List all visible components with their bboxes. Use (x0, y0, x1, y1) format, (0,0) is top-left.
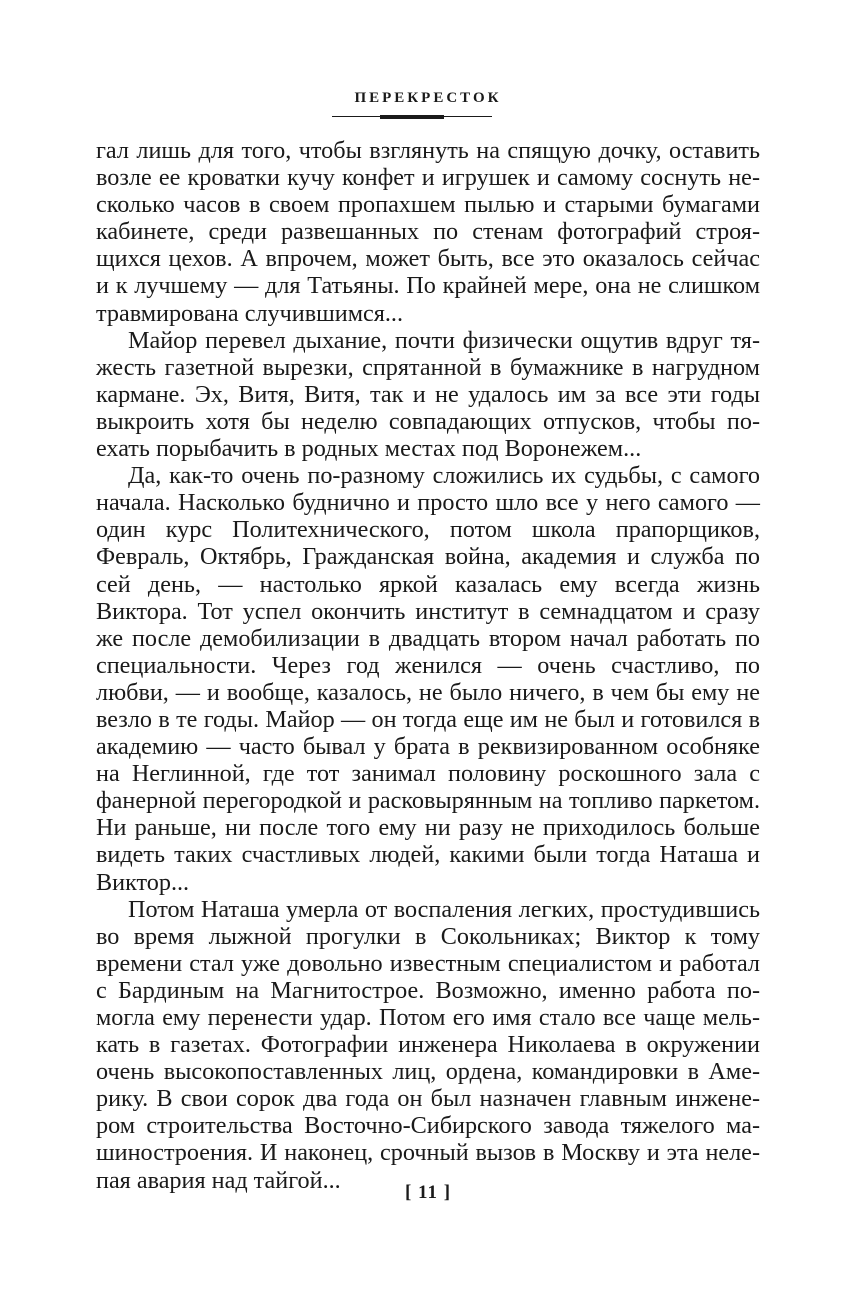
running-head-rule-accent (380, 115, 444, 119)
running-head: ПЕРЕКРЕСТОК (354, 90, 502, 106)
body-text (96, 137, 760, 1194)
paragraph-1: гал лишь для того, чтобы взглянуть на спящую дочку, оставить возле ее кроватки кучу конфет и игрушек и самому соснуть несколько часов в своем пропахшем пылью и старыми бумагами кабинете, среди развешанных по стенам фотографий строящихся цехов. А впрочем, может быть, все это оказалось сейчас и к лучшему — для Татьяны. По крайней мере, она не слишком травмирована случившимся... (96, 137, 760, 327)
paragraph-3: Да, как-то очень по-разному сложились их судьбы, с самого начала. Насколько буднично и просто шло все у него самого — один курс Политехнического, потом школа прапорщиков, Февраль, Октябрь, Гражданская война, академия и служба по сей день, — настолько яркой казалась ему всегда жизнь Виктора. Тот успел окончить институт в семнадцатом и сразу же после демобилизации в двадцать втором начал работать по специальности. Через год женился — очень счастливо, по любви, — и вообще, казалось, не было ничего, в чем бы ему не везло в те годы. Майор — он тогда еще им не был и готовился в академию — часто бывал у брата в реквизированном особняке на Неглинной, где тот занимал половину роскошного зала с фанерной перегородкой и расковырянным на топливо паркетом. Ни раньше, ни после того ему ни разу не приходилось больше видеть таких счастливых людей, какими были тогда Наташа и Виктор... (96, 462, 760, 896)
paragraph-4: Потом Наташа умерла от воспаления легких, простудившись во время лыжной прогулки в Сокольниках; Виктор к тому времени стал уже довольно известным специалистом и работал с Бардиным на Магнитострое. Возможно, именно работа помогла ему перенести удар. Потом его имя стало все чаще мелькать в газетах. Фотографии инженера Николаева в окружении очень высокопоставленных лиц, ордена, командировки в Америку. В свои сорок два года он был назначен главным инженером строительства Восточно-Сибирского завода тяжелого машиностроения. И наконец, срочный вызов в Москву и эта нелепая авария над тайгой... (96, 895, 760, 1194)
paragraph-2: Майор перевел дыхание, почти физически ощутив вдруг тяжесть газетной вырезки, спрятанной в бумажнике в нагрудном кармане. Эх, Витя, Витя, так и не удалось им за все эти годы выкроить хотя бы неделю совпадающих отпусков, чтобы поехать порыбачить в родных местах под Воронежем... (96, 326, 760, 463)
page-number: [ 11 ] (404, 1182, 452, 1203)
